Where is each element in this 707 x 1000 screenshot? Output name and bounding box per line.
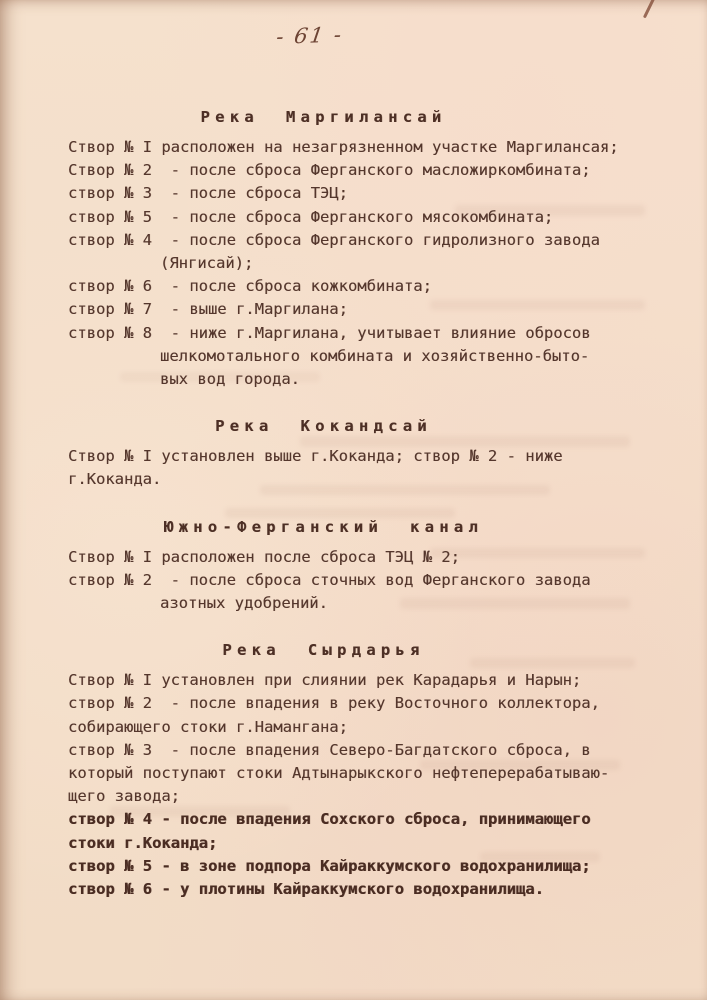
section-body xyxy=(68,669,649,901)
section-body xyxy=(68,546,649,616)
text-line: шелкомотального комбината и хозяйственно-быто- xyxy=(160,346,590,365)
text-line: собирающего стоки г.Намангана; xyxy=(68,717,348,736)
text-line: стоки г.Коканда; xyxy=(68,833,218,852)
text-line: створ № 7 - выше г.Маргилана; xyxy=(68,300,348,319)
text-line: створ № 2 - после впадения в реку Восточного коллектора, xyxy=(68,694,600,713)
section-body xyxy=(68,445,649,491)
section-yuzhno-ferganskiy-kanal xyxy=(68,518,649,616)
text-line: створ № 6 - после сброса кожкомбината; xyxy=(68,277,432,296)
text-line: створ № 4 - после впадения Сохского сброса, принимающего xyxy=(68,810,591,829)
text-line: который поступают стоки Адтынарыкского нефтеперерабатываю- xyxy=(68,764,610,783)
text-line: г.Коканда. xyxy=(68,470,162,489)
text-line: створ № 3 - после впадения Северо-Багдатского сброса, в xyxy=(68,740,591,759)
section-heading: Река Сырдарья xyxy=(222,641,425,660)
text-line: створ № 4 - после сброса Ферганского гидролизного завода xyxy=(68,230,600,249)
text-line: створ № 8 - ниже г.Маргилана, учитывает влияние обросов xyxy=(68,323,591,342)
section-syrdarya xyxy=(68,641,649,901)
text-line: Створ № 2 - после сброса Ферганского масложиркомбината; xyxy=(68,161,591,180)
text-line: щего завода; xyxy=(68,787,180,806)
text-line: створ № 5 - в зоне подпора Кайраккумского водохранилища; xyxy=(68,856,591,875)
section-heading: Южно-Ферганский канал xyxy=(163,517,484,536)
section-kokandsay xyxy=(68,417,649,491)
text-line: створ № 5 - после сброса Ферганского мясокомбината; xyxy=(68,207,554,226)
section-heading: Река Кокандсай xyxy=(215,417,432,436)
text-line: (Янгисай); xyxy=(160,254,254,273)
text-line: Створ № I установлен при слиянии рек Карадарья и Нарын; xyxy=(68,671,582,690)
text-line: Створ № I расположен после сброса ТЭЦ № 2; xyxy=(68,547,460,566)
section-margilansay xyxy=(68,108,649,391)
text-line: вых вод города. xyxy=(160,370,300,389)
text-line: Створ № I установлен выше г.Коканда; створ № 2 - ниже xyxy=(68,447,563,466)
text-line: створ № 2 - после сброса сточных вод Ферганского завода xyxy=(68,570,591,589)
text-line: азотных удобрений. xyxy=(160,594,328,613)
page-number: - 61 - xyxy=(275,22,346,49)
section-body xyxy=(68,136,649,391)
text-line: Створ № I расположен на незагрязненном участке Маргилансая; xyxy=(68,138,619,156)
text-line: створ № 6 - у плотины Кайраккумского водохранилища. xyxy=(68,880,544,899)
text-line: створ № 3 - после сброса ТЭЦ; xyxy=(68,184,348,203)
section-heading: Река Маргилансай xyxy=(200,108,447,126)
